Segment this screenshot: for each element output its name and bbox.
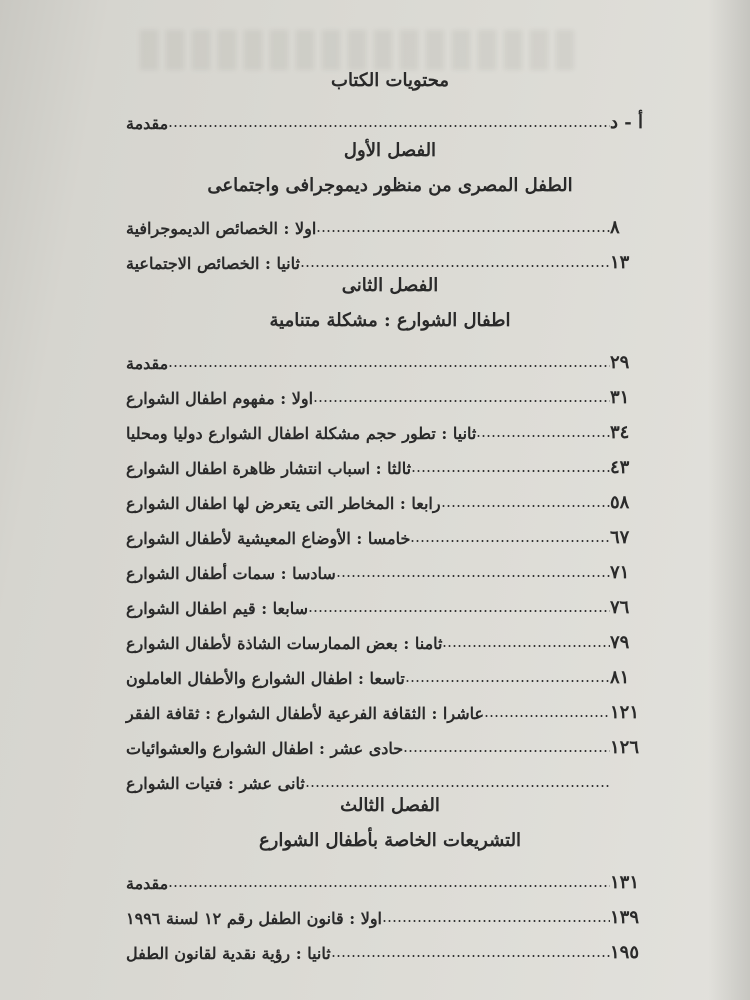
chapter-heading: الفصل الثالث: [340, 795, 440, 816]
toc-entry: [120, 765, 660, 793]
entry-label: مقدمة: [126, 114, 169, 133]
entry-label: تاسعا : اطفال الشوارع والأطفال العاملون: [126, 669, 405, 688]
toc-entry: [120, 450, 660, 478]
dot-leader: [405, 680, 610, 682]
dot-leader: [168, 885, 610, 887]
entry-page: ٣١: [610, 387, 630, 408]
dot-leader: [305, 785, 610, 787]
entry-page: ١٣٩: [610, 907, 640, 928]
entry-label: ثانيا : تطور حجم مشكلة اطفال الشوارع دوليا ومحليا: [126, 424, 477, 443]
toc-entry: [120, 520, 660, 548]
dot-leader: [476, 435, 610, 437]
dot-leader: [336, 575, 610, 577]
toc-entry: [120, 660, 660, 688]
toc-entry: [120, 900, 660, 928]
toc-entry: [120, 415, 660, 443]
dot-leader: [168, 365, 610, 367]
toc-entry: [120, 555, 660, 583]
entry-label: ثامنا : بعض الممارسات الشاذة لأطفال الشوارع: [126, 634, 443, 653]
entry-label: اولا : مفهوم اطفال الشوارع: [126, 389, 314, 408]
entry-page: ١٣١: [610, 872, 640, 893]
dot-leader: [313, 400, 610, 402]
entry-label: مقدمة: [126, 354, 169, 373]
entry-page: ١٢٦: [610, 737, 640, 758]
toc-entry: [120, 210, 660, 238]
entry-label: اولا : قانون الطفل رقم ١٢ لسنة ١٩٩٦: [126, 909, 382, 928]
toc-entry: [120, 345, 660, 373]
dot-leader: [442, 645, 610, 647]
dot-leader: [168, 125, 610, 127]
entry-label: حادى عشر : اطفال الشوارع والعشوائيات: [126, 739, 404, 758]
dot-leader: [316, 230, 610, 232]
toc-entry: [120, 590, 660, 618]
entry-page: ٧٦: [610, 597, 630, 618]
toc-entry: [120, 245, 660, 273]
dot-leader: [300, 265, 610, 267]
chapter-heading: الفصل الأول: [343, 140, 437, 161]
entry-page: ٧١: [610, 562, 630, 583]
toc-entry: [120, 865, 660, 893]
entry-label: عاشرا : الثقافة الفرعية لأطفال الشوارع : ثقافة الفقر: [126, 704, 485, 723]
entry-page: ١٢١: [610, 702, 640, 723]
entry-page: ٦٧: [610, 527, 630, 548]
entry-label: اولا : الخصائص الديموجرافية: [126, 219, 317, 238]
dot-leader: [331, 955, 610, 957]
toc-entry-intro: [120, 105, 660, 133]
chapter-subtitle: التشريعات الخاصة بأطفال الشوارع: [258, 830, 522, 851]
entry-label: سادسا : سمات أطفال الشوارع: [126, 564, 336, 583]
toc-entry: [120, 730, 660, 758]
entry-page: ٨: [610, 217, 620, 238]
entry-label: ثانى عشر : فتيات الشوارع: [126, 774, 305, 793]
dot-leader: [410, 540, 610, 542]
chapter-subtitle: اطفال الشوارع : مشكلة متنامية: [269, 310, 511, 331]
entry-page: ٤٣: [610, 457, 630, 478]
dot-leader: [308, 610, 610, 612]
toc-entry: [120, 935, 660, 963]
page-edge-shadow: [708, 0, 750, 1000]
dot-leader: [411, 470, 610, 472]
entry-page: ١٣: [610, 252, 630, 273]
dot-leader: [441, 505, 610, 507]
entry-page: أ - د: [610, 112, 644, 133]
dot-leader: [403, 750, 610, 752]
chapter-heading: الفصل الثانى: [341, 275, 439, 296]
toc-entry: [120, 695, 660, 723]
entry-page: ٣٤: [610, 422, 630, 443]
toc-title: محتويات الكتاب: [331, 70, 449, 91]
dot-leader: [484, 715, 610, 717]
entry-label: مقدمة: [126, 874, 169, 893]
entry-page: ١٩٥: [610, 942, 640, 963]
toc-entry: [120, 625, 660, 653]
dot-leader: [382, 920, 610, 922]
table-of-contents: [120, 60, 660, 990]
toc-entry: [120, 485, 660, 513]
chapter-subtitle: الطفل المصرى من منظور ديموجرافى واجتماعى: [207, 175, 573, 196]
toc-entry: [120, 380, 660, 408]
entry-page: ٧٩: [610, 632, 630, 653]
entry-label: ثانيا : الخصائص الاجتماعية: [126, 254, 300, 273]
entry-page: ٨١: [610, 667, 630, 688]
entry-label: ثالثا : اسباب انتشار ظاهرة اطفال الشوارع: [126, 459, 412, 478]
entry-label: رابعا : المخاطر التى يتعرض لها اطفال الشوارع: [126, 494, 441, 513]
entry-label: سابعا : قيم اطفال الشوارع: [126, 599, 308, 618]
entry-page: ٥٨: [610, 492, 630, 513]
entry-label: خامسا : الأوضاع المعيشية لأطفال الشوارع: [126, 529, 411, 548]
entry-page: ٢٩: [610, 352, 630, 373]
entry-label: ثانيا : رؤية نقدية لقانون الطفل: [126, 944, 331, 963]
